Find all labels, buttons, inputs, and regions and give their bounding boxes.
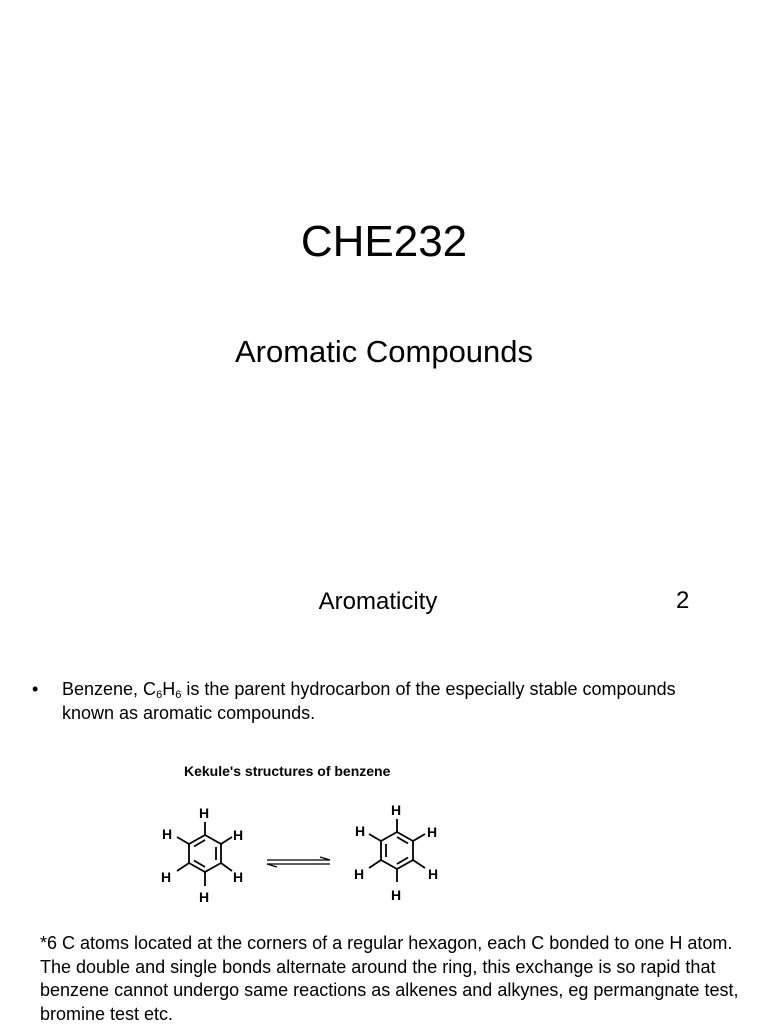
ch-bond xyxy=(413,860,425,868)
page-title: CHE232 xyxy=(300,217,468,266)
subscript: 6 xyxy=(175,689,182,701)
page-subtitle: Aromatic Compounds xyxy=(234,334,534,369)
bullet-text-part: H xyxy=(162,679,176,699)
slide-number: 2 xyxy=(676,587,690,614)
hydrogen-label: H xyxy=(428,866,439,882)
hydrogen-label: H xyxy=(233,869,244,885)
hydrogen-label: H xyxy=(199,889,210,905)
hydrogen-label: H xyxy=(199,805,210,821)
ch-bond xyxy=(177,863,189,871)
hydrogen-label: H xyxy=(427,824,438,840)
bullet-text xyxy=(62,677,702,725)
bullet-text-part: is the parent hydrocarbon of the especially stable compounds known as aromatic compounds. xyxy=(62,679,676,723)
benzene-structure-right xyxy=(369,819,425,882)
hydrogen-label: H xyxy=(391,887,402,903)
footnote-text: *6 C atoms located at the corners of a regular hexagon, each C bonded to one H atom. The double and single bonds alternate around the ring, this exchange is so rapid that benzene cannot undergo same reactions as alkenes and alkynes, eg permangnate test, bromine test etc. xyxy=(40,933,739,1024)
hydrogen-label: H xyxy=(161,869,172,885)
hydrogen-label: H xyxy=(391,802,402,818)
benzene-structure-left xyxy=(177,822,232,886)
ch-bond xyxy=(177,837,189,844)
figure-caption: Kekule's structures of benzene xyxy=(184,763,391,779)
ch-bond xyxy=(221,863,232,871)
ch-bond xyxy=(369,834,381,841)
hydrogen-label: H xyxy=(162,826,173,842)
ch-bond xyxy=(413,834,425,841)
slide-heading: Aromaticity xyxy=(318,588,438,615)
equilibrium-arrow xyxy=(267,857,330,867)
hydrogen-label: H xyxy=(355,823,366,839)
bullet-marker: • xyxy=(32,679,39,699)
kekule-structures-diagram xyxy=(150,796,460,908)
ch-bond xyxy=(221,837,232,844)
ch-bond xyxy=(369,860,381,868)
hydrogen-label: H xyxy=(354,866,365,882)
hydrogen-label: H xyxy=(233,827,244,843)
subscript: 6 xyxy=(156,689,163,701)
bullet-text-part: Benzene, C xyxy=(62,679,157,699)
